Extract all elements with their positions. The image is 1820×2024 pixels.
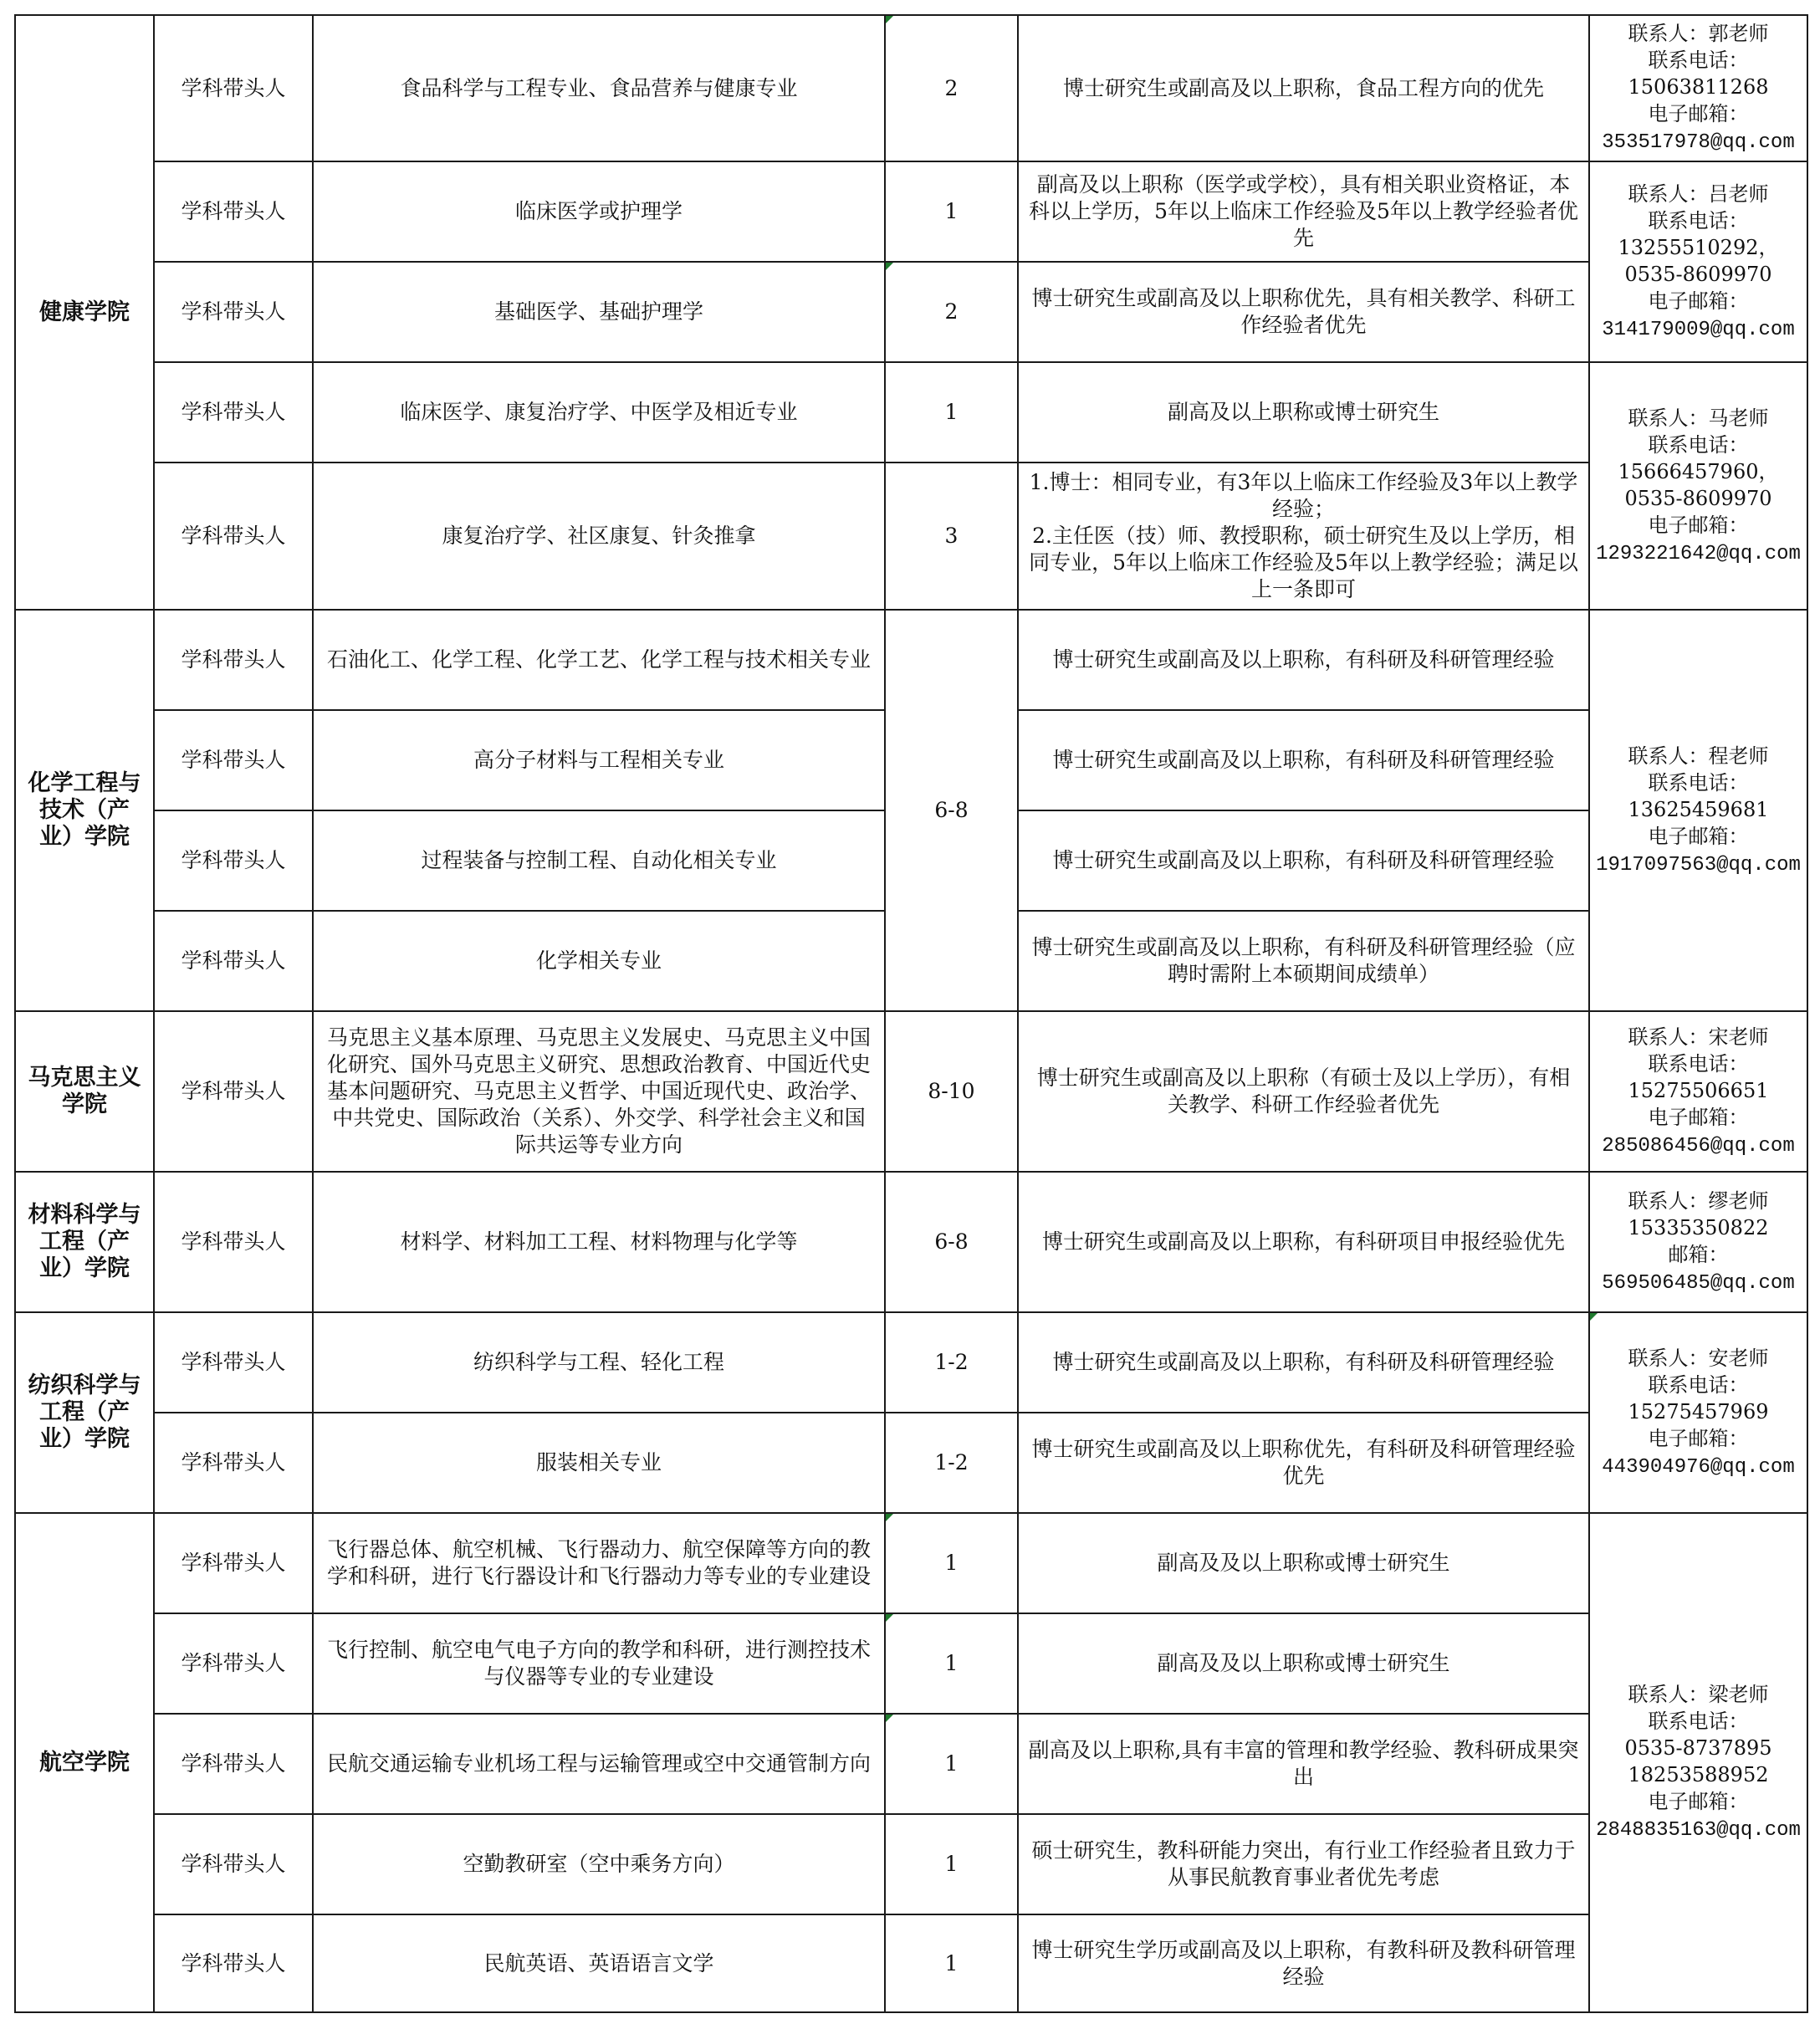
count-text: 2 xyxy=(944,75,959,100)
position-text: 学科带头人 xyxy=(181,524,286,548)
requirement-text: 副高及以上职称或博士研究生 xyxy=(1167,400,1439,424)
contact-phone: 15275457969 xyxy=(1628,1399,1769,1423)
contact-block xyxy=(1602,1188,1794,1297)
count-cell xyxy=(886,363,1017,462)
requirement-cell xyxy=(1019,1173,1588,1311)
major-text: 飞行器总体、航空机械、飞行器动力、航空保障等方向的教学和科研，进行飞行器设计和飞行器动力等专业的专业建设 xyxy=(326,1537,871,1588)
position-cell xyxy=(155,363,312,462)
major-text: 马克思主义基本原理、马克思主义发展史、马克思主义中国化研究、国外马克思主义研究、思想政治教育、中国近代史基本问题研究、马克思主义哲学、中国近现代史、政治学、中共党史、国际政治（关系）、外交学、科学社会主义和国际共运等专业方向 xyxy=(326,1025,871,1157)
requirement-text: 博士研究生或副高及以上职称优先，具有相关教学、科研工作经验者优先 xyxy=(1031,286,1576,337)
position-text: 学科带头人 xyxy=(181,1852,286,1876)
requirement-cell xyxy=(1019,1514,1588,1613)
contact-block xyxy=(1602,1024,1794,1160)
department-cell xyxy=(16,1173,153,1311)
major-cell xyxy=(314,1815,884,1914)
department-name: 纺织科学与工程（产业）学院 xyxy=(28,1372,141,1452)
position-cell xyxy=(155,1815,312,1914)
position-cell xyxy=(155,162,312,261)
contact-email: 1917097563@qq.com xyxy=(1596,853,1801,877)
contact-email-label: 电子邮箱： xyxy=(1648,513,1749,537)
major-cell xyxy=(314,463,884,609)
requirement-text: 博士研究生学历或副高及以上职称，有教科研及教科研管理经验 xyxy=(1031,1937,1576,1989)
position-cell xyxy=(155,1313,312,1412)
requirement-text: 博士研究生或副高及以上职称，有科研及科研管理经验（应聘时需附上本硕期间成绩单） xyxy=(1031,935,1576,986)
contact-email: 443904976@qq.com xyxy=(1602,1455,1795,1479)
count-text: 1 xyxy=(944,199,959,223)
count-cell xyxy=(886,1514,1017,1613)
cell-comment-marker-icon xyxy=(886,1715,893,1722)
major-cell xyxy=(314,263,884,361)
contact-person: 联系人：马老师 xyxy=(1628,406,1769,430)
position-text: 学科带头人 xyxy=(181,75,286,100)
contact-email-label: 电子邮箱： xyxy=(1648,824,1749,848)
count-cell xyxy=(886,1915,1017,2011)
contact-cell xyxy=(1590,162,1807,361)
count-cell xyxy=(886,1313,1017,1412)
count-text: 1-2 xyxy=(934,1450,969,1475)
contact-cell xyxy=(1590,1173,1807,1311)
requirement-text: 副高及以上职称（医学或学校），具有相关职业资格证，本科以上学历，5年以上临床工作经验及5年以上教学经验者优先 xyxy=(1029,172,1578,250)
department-name: 化学工程与技术（产业）学院 xyxy=(28,770,141,850)
major-text: 纺织科学与工程、轻化工程 xyxy=(473,1350,724,1374)
contact-email-label: 电子邮箱： xyxy=(1648,1790,1749,1813)
contact-block xyxy=(1602,181,1794,344)
requirement-cell xyxy=(1019,1815,1588,1914)
contact-phone: 0535-8737895 18253588952 xyxy=(1624,1736,1772,1786)
contact-cell xyxy=(1590,363,1807,609)
position-text: 学科带头人 xyxy=(181,748,286,772)
contact-phone-label: 联系电话： xyxy=(1648,1710,1749,1733)
contact-email: 569506485@qq.com xyxy=(1602,1271,1795,1295)
cell-comment-marker-icon xyxy=(886,263,893,270)
major-cell xyxy=(314,912,884,1010)
contact-email-label: 电子邮箱： xyxy=(1648,1105,1749,1129)
requirement-text: 硕士研究生，教科研能力突出，有行业工作经验者且致力于从事民航教育事业者优先考虑 xyxy=(1031,1838,1576,1889)
major-text: 服装相关专业 xyxy=(535,1450,662,1475)
requirement-cell xyxy=(1019,162,1588,261)
position-text: 学科带头人 xyxy=(181,400,286,424)
department-cell xyxy=(16,611,153,1010)
count-text: 2 xyxy=(944,299,959,324)
major-text: 民航英语、英语语言文学 xyxy=(483,1950,714,1975)
position-text: 学科带头人 xyxy=(181,948,286,973)
department-cell xyxy=(16,1514,153,2011)
count-text: 1 xyxy=(944,1852,959,1876)
position-cell xyxy=(155,1413,312,1512)
position-cell xyxy=(155,1514,312,1613)
department-name: 航空学院 xyxy=(39,1749,130,1776)
count-cell xyxy=(886,1614,1017,1713)
requirement-text: 博士研究生或副高及以上职称，食品工程方向的优先 xyxy=(1062,75,1544,100)
major-cell xyxy=(314,1715,884,1813)
count-text: 1 xyxy=(944,1751,959,1776)
position-cell xyxy=(155,711,312,810)
contact-person: 联系人：安老师 xyxy=(1628,1346,1769,1370)
major-cell xyxy=(314,711,884,810)
contact-person: 联系人：程老师 xyxy=(1628,744,1769,768)
position-cell xyxy=(155,811,312,910)
count-cell xyxy=(886,1173,1017,1311)
requirement-text: 博士研究生或副高及以上职称，有科研及科研管理经验 xyxy=(1052,1350,1555,1374)
requirement-text: 副高及及以上职称或博士研究生 xyxy=(1157,1651,1450,1675)
contact-person: 联系人：宋老师 xyxy=(1628,1025,1769,1049)
position-text: 学科带头人 xyxy=(181,199,286,223)
contact-email: 285086456@qq.com xyxy=(1602,1134,1795,1158)
major-cell xyxy=(314,1915,884,2011)
position-cell xyxy=(155,263,312,361)
contact-person: 联系人：梁老师 xyxy=(1628,1683,1769,1706)
contact-phone: 15275506651 xyxy=(1628,1078,1769,1102)
requirement-text: 副高及以上职称,具有丰富的管理和教学经验、教科研成果突出 xyxy=(1028,1738,1579,1789)
major-text: 石油化工、化学工程、化学工艺、化学工程与技术相关专业 xyxy=(326,647,871,672)
cell-comment-marker-icon xyxy=(886,16,893,23)
position-cell xyxy=(155,912,312,1010)
count-cell xyxy=(886,162,1017,261)
contact-block xyxy=(1596,405,1801,568)
position-text: 学科带头人 xyxy=(181,1350,286,1374)
requirement-cell xyxy=(1019,463,1588,609)
requirement-text: 博士研究生或副高及以上职称，有科研及科研管理经验 xyxy=(1052,647,1555,672)
position-cell xyxy=(155,611,312,709)
contact-cell xyxy=(1590,1514,1807,2011)
major-cell xyxy=(314,16,884,161)
major-cell xyxy=(314,1413,884,1512)
count-text: 8-10 xyxy=(928,1079,975,1103)
contact-block xyxy=(1596,743,1801,879)
table-right-border xyxy=(1807,14,1808,2013)
position-text: 学科带头人 xyxy=(181,1651,286,1675)
contact-person: 联系人：吕老师 xyxy=(1628,181,1769,206)
contact-cell xyxy=(1590,611,1807,1010)
requirement-cell xyxy=(1019,912,1588,1010)
contact-email: 314179009@qq.com xyxy=(1602,318,1795,341)
position-cell xyxy=(155,1173,312,1311)
contact-block xyxy=(1602,1345,1794,1481)
position-cell xyxy=(155,463,312,609)
contact-phone: 15063811268 xyxy=(1628,75,1769,99)
major-text: 空勤教研室（空中乘务方向） xyxy=(463,1852,735,1876)
major-cell xyxy=(314,1614,884,1713)
count-cell xyxy=(886,1413,1017,1512)
count-cell xyxy=(886,1715,1017,1813)
contact-phone: 15666457960， 0535-8609970 xyxy=(1618,459,1779,510)
contact-phone: 15335350822 xyxy=(1628,1215,1769,1239)
requirement-cell xyxy=(1019,363,1588,462)
requirement-text: 博士研究生或副高及以上职称，有科研项目申报经验优先 xyxy=(1041,1229,1565,1254)
major-text: 基础医学、基础护理学 xyxy=(493,299,703,324)
position-cell xyxy=(155,1614,312,1713)
major-text: 材料学、材料加工工程、材料物理与化学等 xyxy=(400,1229,798,1254)
position-cell xyxy=(155,1915,312,2011)
department-name: 健康学院 xyxy=(39,299,130,325)
table-bottom-border xyxy=(14,2011,1808,2013)
position-text: 学科带头人 xyxy=(181,1551,286,1575)
contact-phone: 13625459681 xyxy=(1628,797,1769,821)
major-text: 康复治疗学、社区康复、针灸推拿 xyxy=(442,524,756,548)
position-text: 学科带头人 xyxy=(181,1229,286,1254)
department-name: 材料科学与工程（产业）学院 xyxy=(28,1202,141,1281)
requirement-cell xyxy=(1019,1313,1588,1412)
major-text: 食品科学与工程专业、食品营养与健康专业 xyxy=(400,75,798,100)
position-text: 学科带头人 xyxy=(181,1751,286,1776)
contact-person: 联系人：郭老师 xyxy=(1628,22,1769,45)
department-cell xyxy=(16,16,153,609)
count-text: 1 xyxy=(944,1651,959,1675)
cell-comment-marker-icon xyxy=(1590,1313,1598,1321)
contact-email-label: 电子邮箱： xyxy=(1648,1426,1749,1450)
position-cell xyxy=(155,1012,312,1171)
contact-cell xyxy=(1590,16,1807,161)
requirement-text: 博士研究生或副高及以上职称，有科研及科研管理经验 xyxy=(1052,848,1555,872)
contact-email: 1293221642@qq.com xyxy=(1596,542,1801,565)
contact-phone-label: 联系电话： xyxy=(1648,432,1749,457)
count-text: 1 xyxy=(944,400,959,424)
major-text: 高分子材料与工程相关专业 xyxy=(473,748,724,772)
requirement-cell xyxy=(1019,1614,1588,1713)
major-text: 飞行控制、航空电气电子方向的教学和科研，进行测控技术与仪器等专业的专业建设 xyxy=(326,1638,871,1689)
position-cell xyxy=(155,1715,312,1813)
contact-email: 353517978@qq.com xyxy=(1602,131,1795,154)
contact-phone-label: 联系电话： xyxy=(1648,49,1749,72)
count-cell xyxy=(886,1815,1017,1914)
count-cell-merged xyxy=(886,611,1017,1010)
count-text: 1-2 xyxy=(934,1350,969,1374)
contact-phone-label: 联系电话： xyxy=(1648,770,1749,795)
count-cell xyxy=(886,1012,1017,1171)
requirement-cell xyxy=(1019,16,1588,161)
major-text: 民航交通运输专业机场工程与运输管理或空中交通管制方向 xyxy=(326,1751,871,1776)
major-text: 临床医学或护理学 xyxy=(514,199,682,223)
contact-phone-label: 联系电话： xyxy=(1648,208,1749,233)
requirement-cell xyxy=(1019,1012,1588,1171)
contact-phone-label: 联系电话： xyxy=(1648,1372,1749,1397)
requirement-cell xyxy=(1019,1715,1588,1813)
major-text: 化学相关专业 xyxy=(535,948,662,973)
position-text: 学科带头人 xyxy=(181,848,286,872)
contact-cell xyxy=(1590,1313,1807,1512)
department-name: 马克思主义学院 xyxy=(28,1065,141,1117)
contact-block xyxy=(1602,20,1794,156)
major-cell xyxy=(314,1313,884,1412)
major-cell xyxy=(314,1173,884,1311)
count-text: 3 xyxy=(944,524,959,548)
major-cell xyxy=(314,162,884,261)
count-cell xyxy=(886,463,1017,609)
major-text: 临床医学、康复治疗学、中医学及相近专业 xyxy=(400,400,798,424)
requirement-cell xyxy=(1019,1915,1588,2011)
requirement-cell xyxy=(1019,611,1588,709)
department-cell xyxy=(16,1012,153,1171)
contact-email-label: 电子邮箱： xyxy=(1648,289,1749,313)
count-text: 6-8 xyxy=(934,798,969,822)
position-text: 学科带头人 xyxy=(181,1079,286,1103)
count-text: 1 xyxy=(944,1950,959,1975)
count-cell xyxy=(886,16,1017,161)
contact-cell xyxy=(1590,1012,1807,1171)
major-cell xyxy=(314,1012,884,1171)
count-cell xyxy=(886,263,1017,361)
requirement-text: 副高及及以上职称或博士研究生 xyxy=(1157,1551,1450,1575)
requirement-cell xyxy=(1019,711,1588,810)
position-text: 学科带头人 xyxy=(181,299,286,324)
contact-phone: 13255510292， 0535-8609970 xyxy=(1618,235,1779,286)
contact-email-label: 电子邮箱： xyxy=(1648,102,1749,125)
contact-phone-label: 联系电话： xyxy=(1648,1051,1749,1076)
requirement-text: 博士研究生或副高及以上职称优先，有科研及科研管理经验优先 xyxy=(1031,1437,1576,1488)
requirement-text: 1.博士：相同专业，有3年以上临床工作经验及3年以上教学经验； 2.主任医（技）师、教授职称，硕士研究生及以上学历，相同专业，5年以上临床工作经验及5年以上教学经验；满足以上一条即可 xyxy=(1029,470,1578,601)
requirement-text: 博士研究生或副高及以上职称，有科研及科研管理经验 xyxy=(1052,748,1555,772)
major-cell xyxy=(314,363,884,462)
major-cell xyxy=(314,811,884,910)
contact-email: 2848835163@qq.com xyxy=(1596,1819,1801,1842)
major-cell xyxy=(314,1514,884,1613)
major-cell xyxy=(314,611,884,709)
contact-block xyxy=(1596,1681,1801,1844)
position-text: 学科带头人 xyxy=(181,1950,286,1975)
position-text: 学科带头人 xyxy=(181,647,286,672)
cell-comment-marker-icon xyxy=(886,1514,893,1521)
cell-comment-marker-icon xyxy=(886,1614,893,1622)
requirement-cell xyxy=(1019,1413,1588,1512)
position-cell xyxy=(155,16,312,161)
requirement-text: 博士研究生或副高及以上职称（有硕士及以上学历），有相关教学、科研工作经验者优先 xyxy=(1036,1066,1571,1117)
requirement-cell xyxy=(1019,811,1588,910)
department-cell xyxy=(16,1313,153,1512)
contact-person: 联系人：缪老师 xyxy=(1628,1188,1769,1213)
count-text: 6-8 xyxy=(934,1229,969,1254)
position-text: 学科带头人 xyxy=(181,1450,286,1475)
contact-email-label: 邮箱： xyxy=(1668,1242,1729,1266)
requirement-cell xyxy=(1019,263,1588,361)
count-text: 1 xyxy=(944,1551,959,1575)
major-text: 过程装备与控制工程、自动化相关专业 xyxy=(421,848,777,872)
